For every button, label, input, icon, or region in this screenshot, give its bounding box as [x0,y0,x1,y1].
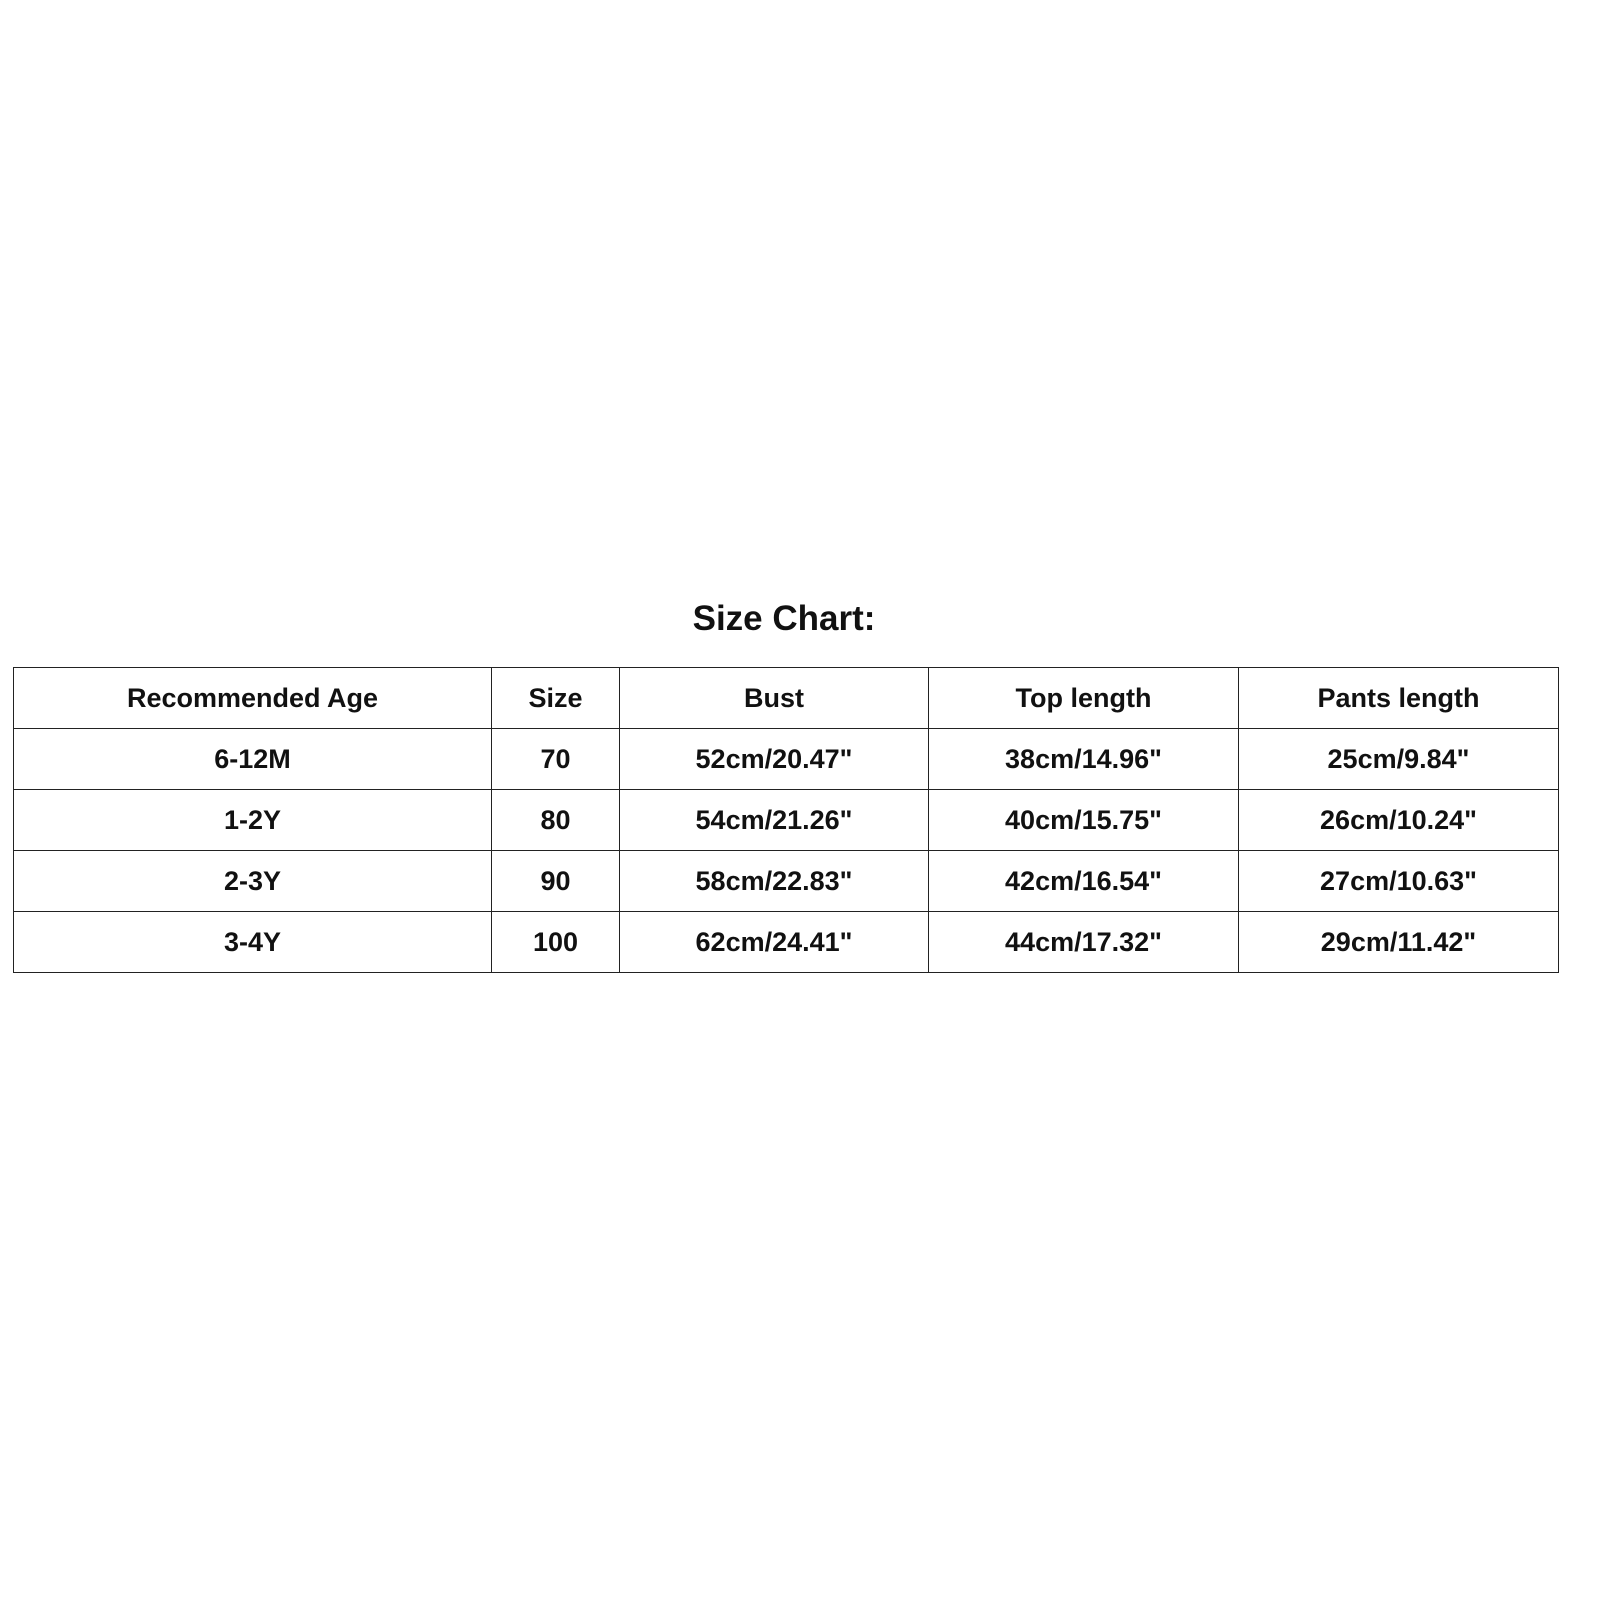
cell-bust: 58cm/22.83" [620,851,929,912]
cell-bust: 54cm/21.26" [620,790,929,851]
header-pants-length: Pants length [1239,668,1559,729]
header-bust: Bust [620,668,929,729]
size-chart-table [13,667,1559,973]
table-header-row [14,668,1559,729]
cell-recommended-age: 2-3Y [14,851,492,912]
table-row [14,912,1559,973]
cell-recommended-age: 6-12M [14,729,492,790]
cell-pants-length: 27cm/10.63" [1239,851,1559,912]
table-row [14,790,1559,851]
cell-pants-length: 29cm/11.42" [1239,912,1559,973]
cell-size: 90 [492,851,620,912]
cell-top-length: 40cm/15.75" [929,790,1239,851]
cell-size: 100 [492,912,620,973]
cell-recommended-age: 3-4Y [14,912,492,973]
cell-pants-length: 26cm/10.24" [1239,790,1559,851]
cell-top-length: 42cm/16.54" [929,851,1239,912]
cell-size: 70 [492,729,620,790]
cell-recommended-age: 1-2Y [14,790,492,851]
table-row [14,851,1559,912]
page-title: Size Chart: [692,599,876,638]
cell-pants-length: 25cm/9.84" [1239,729,1559,790]
cell-top-length: 38cm/14.96" [929,729,1239,790]
cell-top-length: 44cm/17.32" [929,912,1239,973]
header-size: Size [492,668,620,729]
cell-bust: 62cm/24.41" [620,912,929,973]
cell-bust: 52cm/20.47" [620,729,929,790]
header-top-length: Top length [929,668,1239,729]
cell-size: 80 [492,790,620,851]
header-recommended-age: Recommended Age [14,668,492,729]
table-row [14,729,1559,790]
